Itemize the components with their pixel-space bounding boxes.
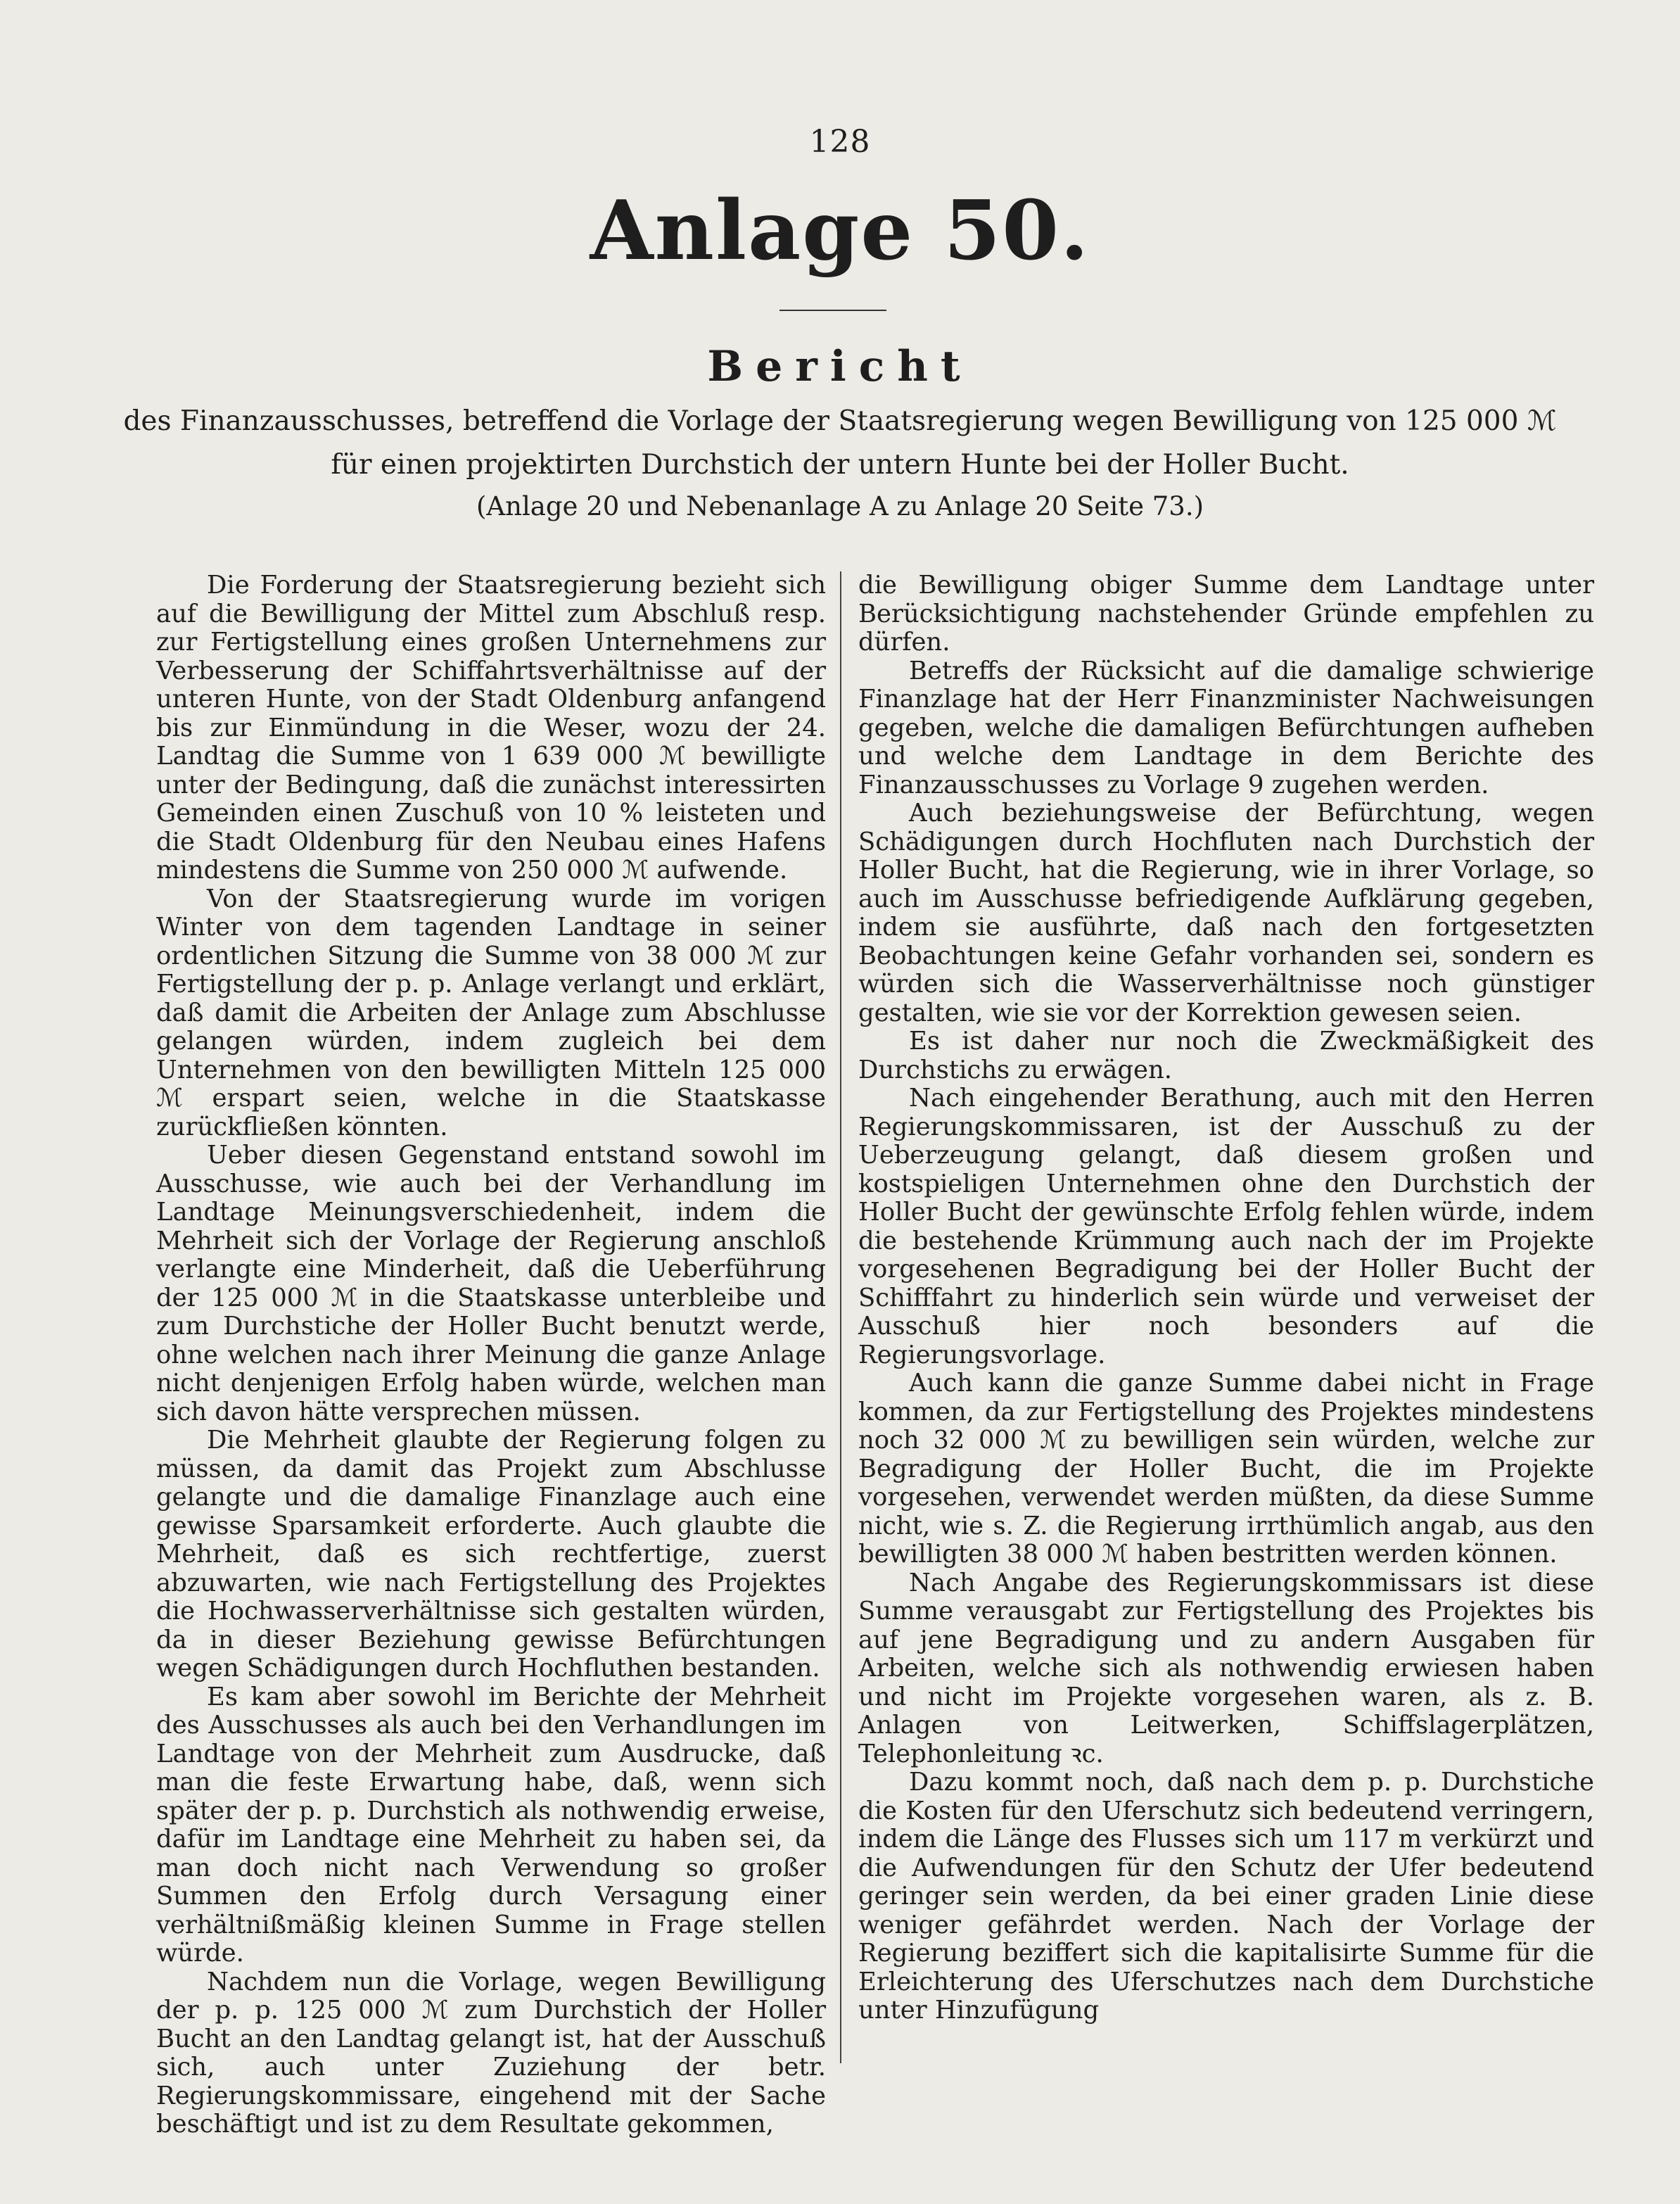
paragraph: Auch beziehungsweise der Befürchtung, wegen Schädigungen durch Hochfluten nach Durchstich der Holler Bucht, hat die Regierung, wie in ihrer Vorlage, so auch im Ausschusse befriedigende Aufklärung gegeben, indem sie ausführte, daß nach den fortgesetzten Beobachtungen keine Gefahr vorhanden sei, sondern es würden sich die Wasserverhältnisse noch günstiger gestalten, wie sie vor der Korrektion gewesen seien. <box>858 799 1594 1027</box>
paragraph: Nach eingehender Berathung, auch mit den Herren Regierungskommissaren, ist der Ausschuß zu der Ueberzeugung gelangt, daß diesem großen und kostspieligen Unternehmen ohne den Durchstich der Holler Bucht der gewünschte Erfolg fehlen würde, indem die bestehende Krümmung auch nach der im Projekte vorgesehenen Begradigung bei der Holler Bucht der Schifffahrt zu hinderlich sein würde und verweiset der Ausschuß hier noch besonders auf die Regierungsvorlage. <box>858 1084 1594 1369</box>
paragraph: Von der Staatsregierung wurde im vorigen Winter von dem tagenden Landtage in seiner ordentlichen Sitzung die Summe von 38 000 ℳ zur Fertigstellung der p. p. Anlage verlangt und erklärt, daß damit die Arbeiten der Anlage zum Abschlusse gelangen würden, indem zugleich bei dem Unternehmen von den bewilligten Mitteln 125 000 ℳ erspart seien, welche in die Staatskasse zurückfließen könnten. <box>156 884 826 1141</box>
paragraph: die Bewilligung obiger Summe dem Landtage unter Berücksichtigung nachstehender Gründe empfehlen zu dürfen. <box>858 571 1594 657</box>
right-column <box>858 571 1594 2025</box>
paragraph: Ueber diesen Gegenstand entstand sowohl im Ausschusse, wie auch bei der Verhandlung im Landtage Meinungsverschiedenheit, indem die Mehrheit sich der Vorlage der Regierung anschloß verlangte eine Minderheit, daß die Ueberführung der 125 000 ℳ in die Staatskasse unterbleibe und zum Durchstiche der Holler Bucht benutzt werde, ohne welchen nach ihrer Meinung die ganze Anlage nicht denjenigen Erfolg haben würde, welchen man sich davon hätte versprechen müssen. <box>156 1141 826 1426</box>
report-reference: (Anlage 20 und Nebenanlage A zu Anlage 20 Seite 73.) <box>476 491 1204 521</box>
subtitle-line: für einen projektirten Durchstich der untern Hunte bei der Holler Bucht. <box>331 449 1349 481</box>
paragraph: Auch kann die ganze Summe dabei nicht in Frage kommen, da zur Fertigstellung des Projektes mindestens noch 32 000 ℳ zu bewilligen sein würden, welche zur Begradigung der Holler Bucht, die im Projekte vorgesehen, verwendet werden müßten, da diese Summe nicht, wie s. Z. die Regierung irrthümlich angab, aus den bewilligten 38 000 ℳ haben bestritten werden können. <box>858 1369 1594 1569</box>
paragraph: Betreffs der Rücksicht auf die damalige schwierige Finanzlage hat der Herr Finanzminister Nachweisungen gegeben, welche die damaligen Befürchtungen aufheben und welche dem Landtage in dem Berichte des Finanzausschusses zu Vorlage 9 zugehen werden. <box>858 656 1594 799</box>
paragraph: Die Forderung der Staatsregierung bezieht sich auf die Bewilligung der Mittel zum Abschluß resp. zur Fertigstellung eines großen Unternehmens zur Verbesserung der Schiffahrtsverhältnisse auf der unteren Hunte, von der Stadt Oldenburg anfangend bis zur Einmündung in die Weser, wozu der 24. Landtag die Summe von 1 639 000 ℳ bewilligte unter der Bedingung, daß die zunächst interessirten Gemeinden einen Zuschuß von 10 % leisteten und die Stadt Oldenburg für den Neubau eines Hafens mindestens die Summe von 250 000 ℳ aufwende. <box>156 571 826 885</box>
document-title: Anlage 50. <box>590 183 1090 279</box>
paragraph: Die Mehrheit glaubte der Regierung folgen zu müssen, da damit das Projekt zum Abschlusse gelangte und die damalige Finanzlage auch eine gewisse Sparsamkeit erforderte. Auch glaubte die Mehrheit, daß es sich rechtfertige, zuerst abzuwarten, wie nach Fertigstellung des Projektes die Hochwasserverhältnisse sich gestalten würden, da in dieser Beziehung gewisse Befürchtungen wegen Schädigungen durch Hochfluthen bestanden. <box>156 1426 826 1683</box>
paragraph: Nachdem nun die Vorlage, wegen Bewilligung der p. p. 125 000 ℳ zum Durchstich der Holler Bucht an den Landtag gelangt ist, hat der Ausschuß sich, auch unter Zuziehung der betr. Regierungskommissare, eingehend mit der Sache beschäftigt und ist zu dem Resultate gekommen, <box>156 1967 826 2139</box>
paragraph: Es ist daher nur noch die Zweckmäßigkeit des Durchstichs zu erwägen. <box>858 1027 1594 1084</box>
left-column <box>156 571 826 2139</box>
paragraph: Es kam aber sowohl im Berichte der Mehrheit des Ausschusses als auch bei den Verhandlungen im Landtage von der Mehrheit zum Ausdrucke, daß man die feste Erwartung habe, daß, wenn sich später der p. p. Durchstich als nothwendig erweise, dafür im Landtage eine Mehrheit zu haben sei, da man doch nicht nach Verwendung so großer Summen den Erfolg durch Versagung einer verhältnißmäßig kleinen Summe in Frage stellen würde. <box>156 1682 826 1968</box>
column-divider <box>840 571 841 2063</box>
report-subtitle <box>84 400 1596 487</box>
paragraph: Nach Angabe des Regierungskommissars ist diese Summe verausgabt zur Fertigstellung des Projektes bis auf jene Begradigung und zu andern Ausgaben für Arbeiten, welche sich als nothwendig erwiesen haben und nicht im Projekte vorgesehen waren, als z. B. Anlagen von Leitwerken, Schiffslagerplätzen, Telephonleitung ꝛc. <box>858 1568 1594 1768</box>
paragraph: Dazu kommt noch, daß nach dem p. p. Durchstiche die Kosten für den Uferschutz sich bedeutend verringern, indem die Länge des Flusses sich um 117 m verkürzt und die Aufwendungen für den Schutz der Ufer bedeutend geringer sein werden, da bei einer graden Linie diese weniger gefährdet werden. Nach der Vorlage der Regierung beziffert sich die kapitalisirte Summe für die Erleichterung des Uferschutzes nach dem Durchstiche unter Hinzufügung <box>858 1768 1594 2025</box>
title-divider <box>779 310 886 311</box>
report-heading: Bericht <box>707 342 973 391</box>
subtitle-line: des Finanzausschusses, betreffend die Vorlage der Staatsregierung wegen Bewilligung von 125 000 ℳ <box>123 405 1557 437</box>
page-number: 128 <box>809 124 871 160</box>
